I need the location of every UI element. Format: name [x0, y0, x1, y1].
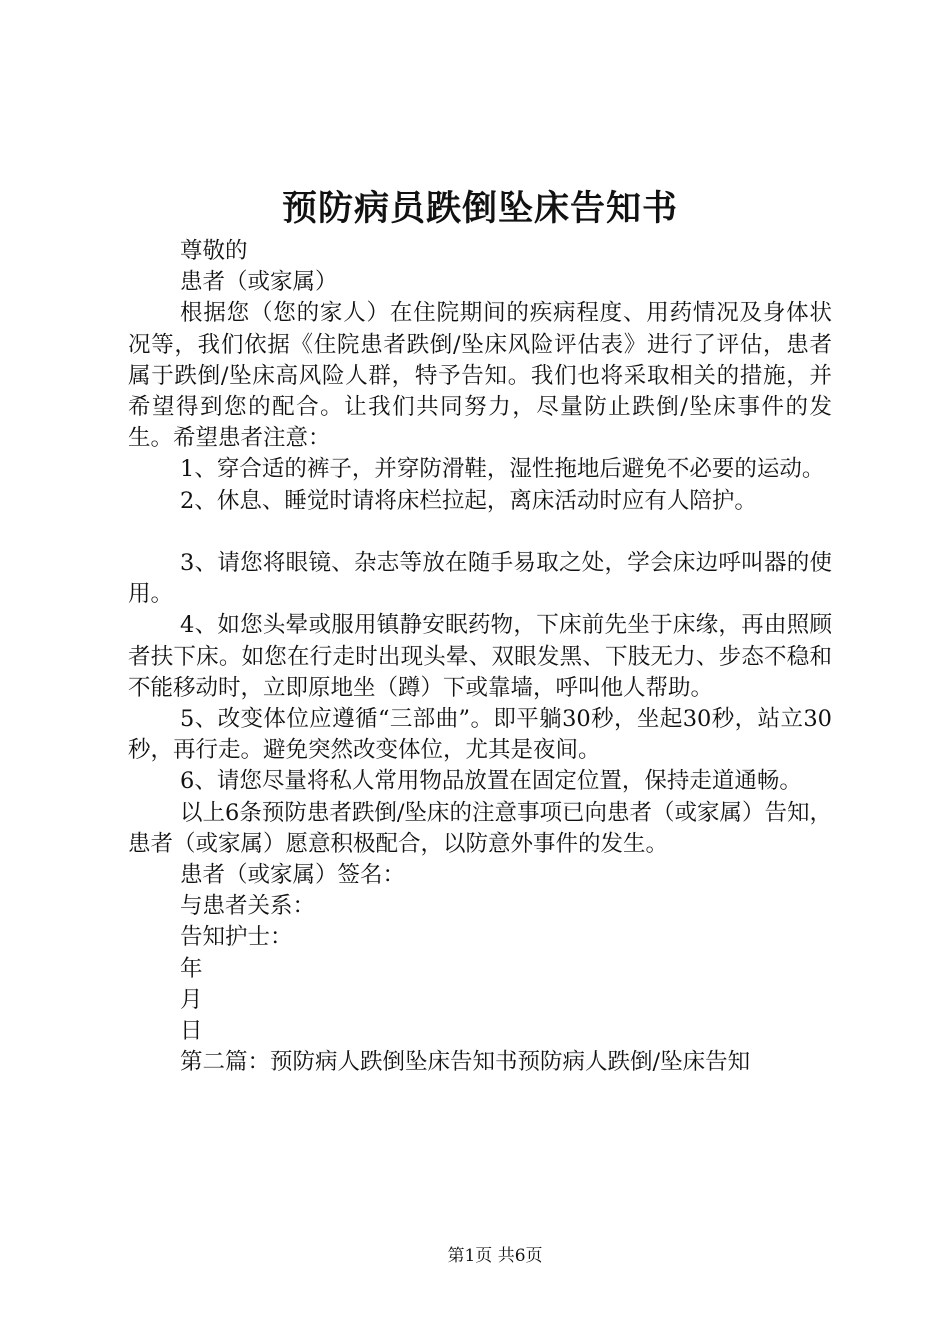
intro-paragraph: 根据您（您的家人）在住院期间的疾病程度、用药情况及身体状况等，我们依据《住院患者跌倒/坠床风险评估表》进行了评估，患者属于跌倒/坠床高风险人群，特予告知。我们也将采取相关的措施，并希望得到您的配合。让我们共同努力，尽量防止跌倒/坠床事件的发生。希望患者注意：: [128, 300, 832, 452]
notice-item-2: 2、休息、睡觉时请将床栏拉起，离床活动时应有人陪护。: [180, 487, 757, 514]
salutation: 尊敬的: [180, 238, 248, 264]
next-section-heading: 第二篇：预防病人跌倒坠床告知书预防病人跌倒/坠床告知: [180, 1049, 751, 1076]
signature-label: 患者（或家属）签名：: [180, 862, 406, 889]
year-label: 年: [180, 955, 203, 982]
month-label: 月: [180, 986, 203, 1013]
day-label: 日: [180, 1018, 203, 1045]
document-title: 预防病员跌倒坠床告知书: [281, 188, 678, 229]
nurse-label: 告知护士：: [180, 924, 293, 951]
notice-item-3: 3、请您将眼镜、杂志等放在随手易取之处，学会床边呼叫器的使用。: [128, 550, 832, 608]
notice-item-6: 6、请您尽量将私人常用物品放置在固定位置，保持走道通畅。: [180, 768, 802, 795]
notice-item-1: 1、穿合适的裤子，并穿防滑鞋，湿性拖地后避免不必要的运动。: [180, 456, 825, 483]
page-footer: 第1页 共6页: [447, 1246, 543, 1266]
relation-label: 与患者关系：: [180, 893, 316, 920]
document-body: [128, 236, 832, 1078]
notice-item-4: 4、如您头晕或服用镇静安眠药物，下床前先坐于床缘，再由照顾者扶下床。如您在行走时出现头晕、双眼发黑、下肢无力、步态不稳和不能移动时，立即原地坐（蹲）下或靠墙，呼叫他人帮助。: [128, 612, 832, 701]
blank-line: [128, 517, 832, 548]
recipient: 患者（或家属）: [180, 269, 338, 296]
summary-paragraph: 以上6条预防患者跌倒/坠床的注意事项已向患者（或家属）告知，患者（或家属）愿意积极配合，以防意外事件的发生。: [128, 799, 832, 857]
notice-item-5: 5、改变体位应遵循“三部曲”。即平躺30秒，坐起30秒，站立30秒，再行走。避免突然改变体位，尤其是夜间。: [128, 706, 832, 764]
